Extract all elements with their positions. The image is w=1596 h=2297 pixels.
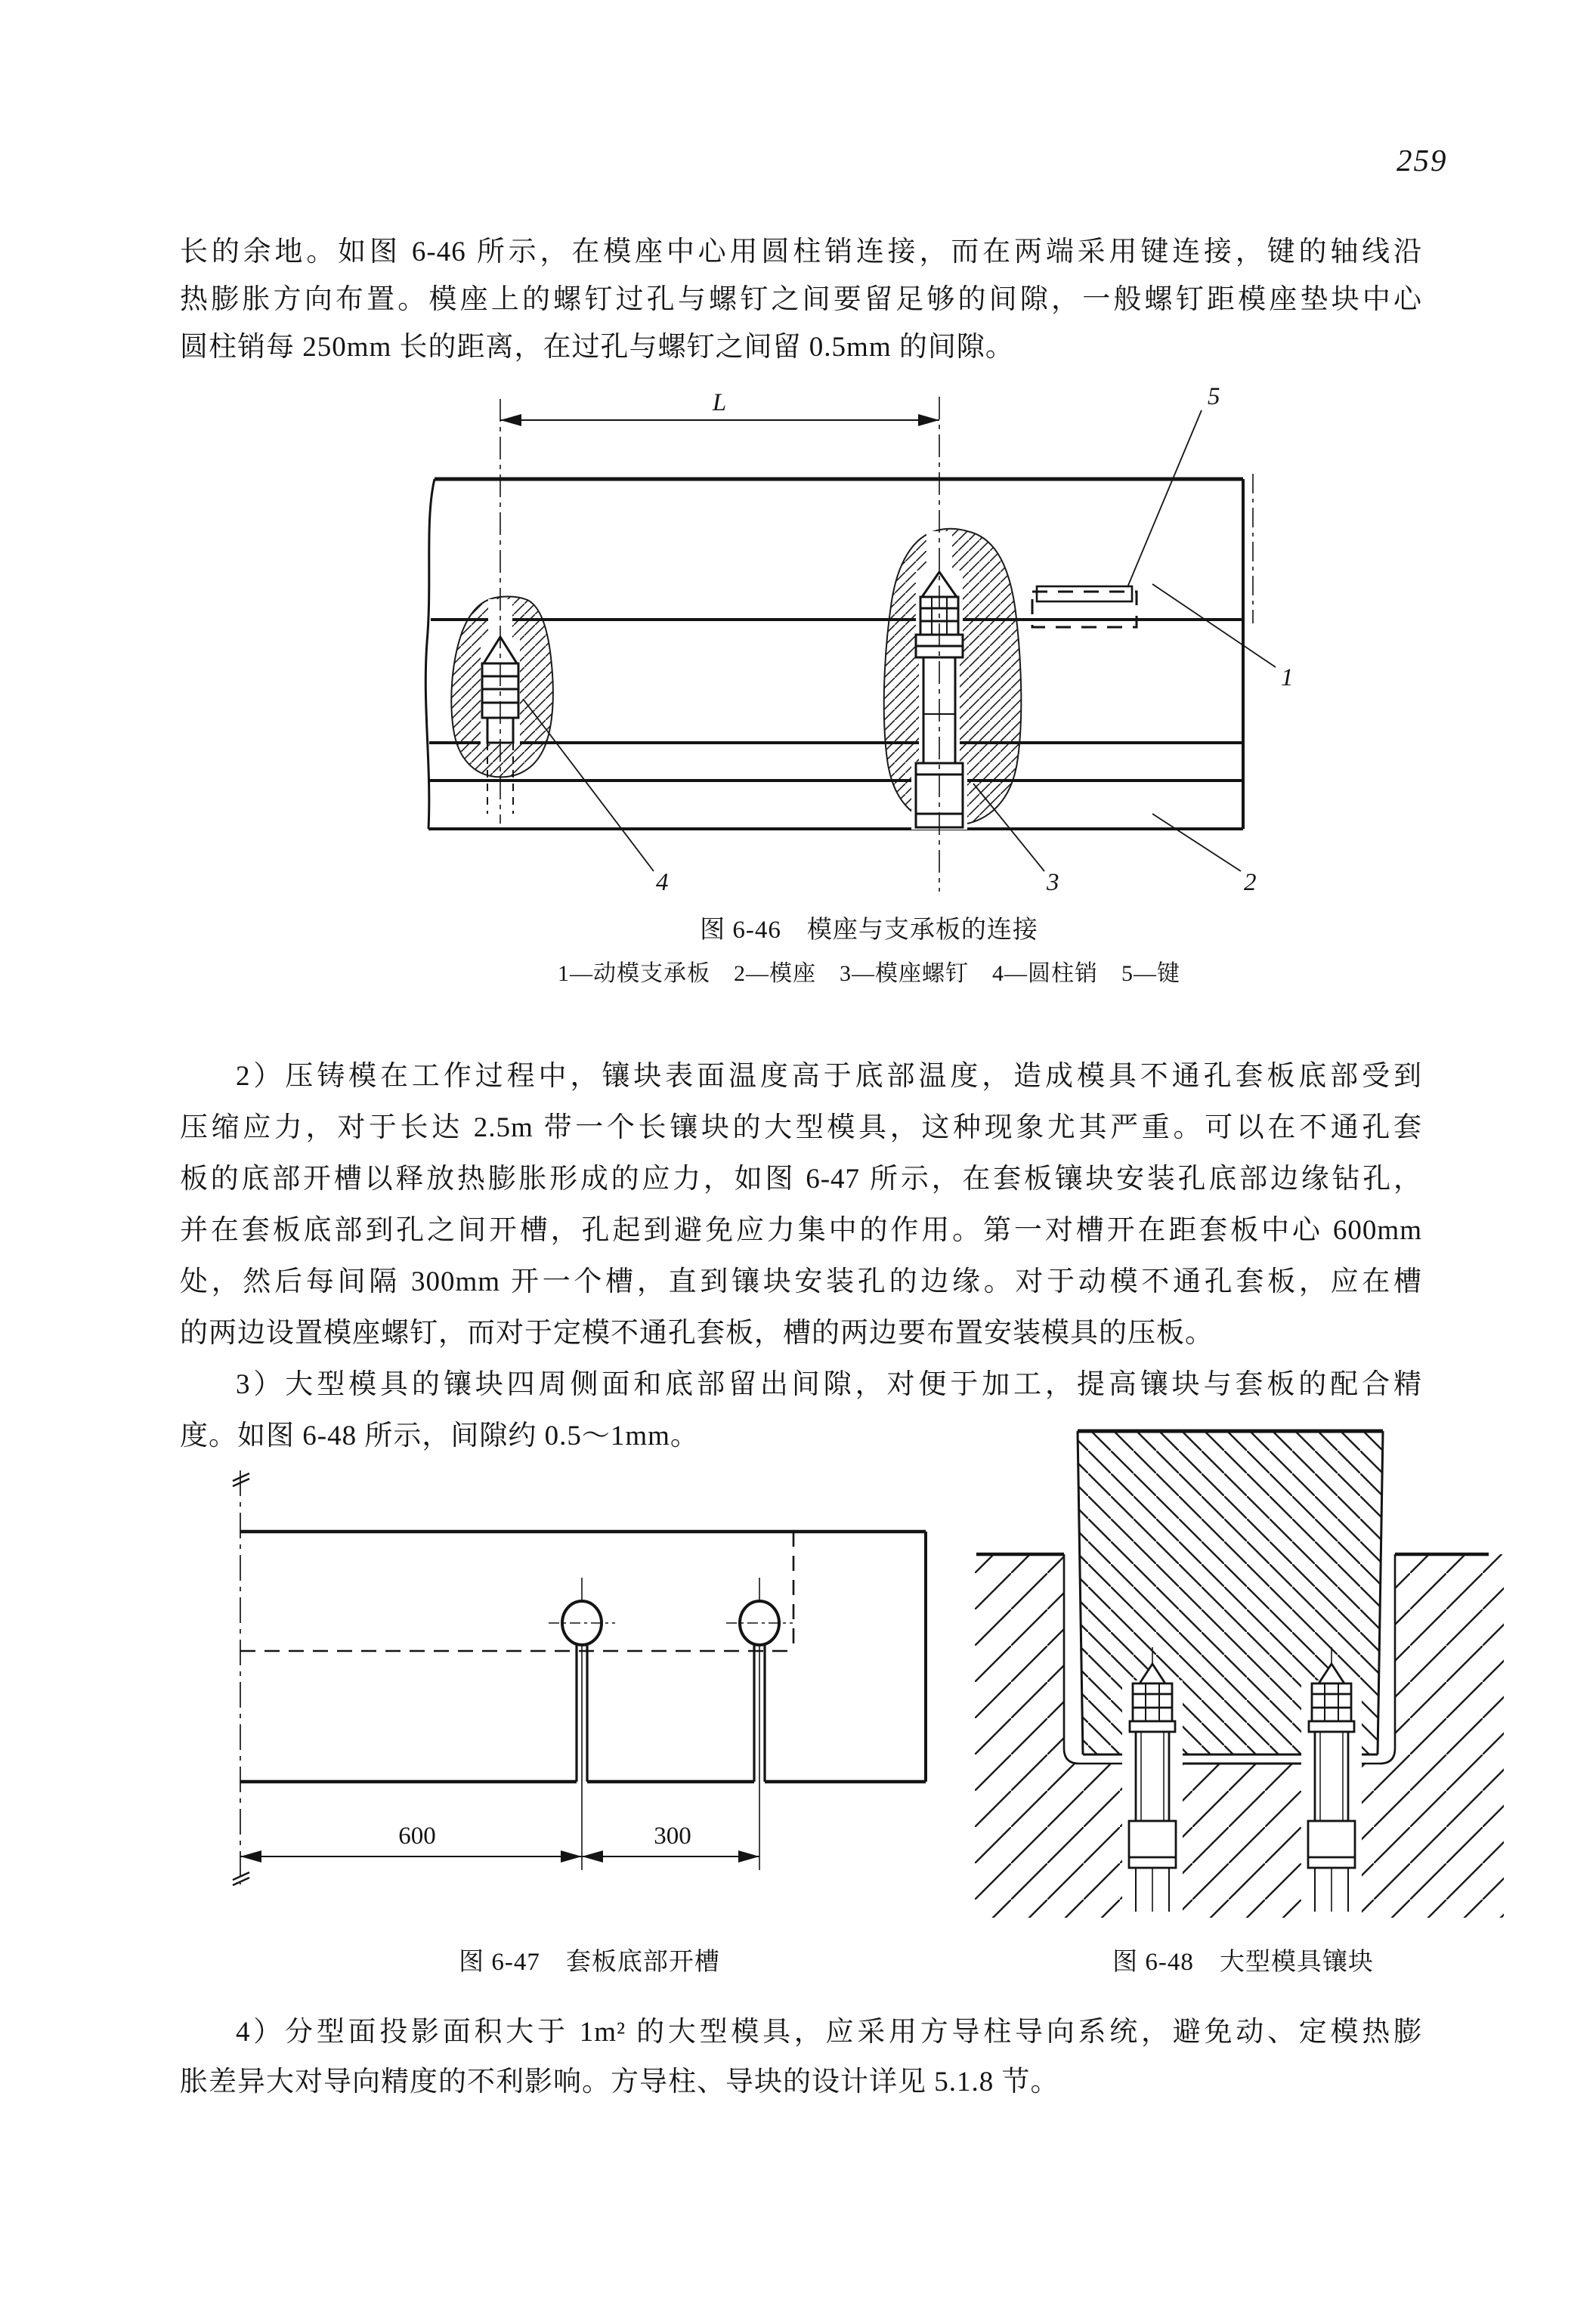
paragraph-line: 胀差异大对导向精度的不利影响。方导柱、导块的设计详见 5.1.8 节。 — [180, 2067, 1059, 2098]
fig646-part-2: 2 — [1244, 869, 1257, 896]
fig647-plate-outline — [240, 1532, 926, 1782]
fig646-centerlines — [500, 397, 939, 892]
paragraph-line: 度。如图 6-48 所示，间隙约 0.5～1mm。 — [180, 1421, 699, 1451]
fig647-slot-1 — [549, 1578, 615, 1870]
fig646-part-4: 4 — [656, 869, 669, 896]
paragraph-line: 长的余地。如图 6-46 所示，在模座中心用圆柱销连接，而在两端采用键连接，键的轴线沿 — [180, 237, 1422, 267]
paragraph-line: 2）压铸模在工作过程中，镶块表面温度高于底部温度，造成模具不通孔套板底部受到 — [236, 1061, 1422, 1092]
figure-6-47 — [219, 1466, 967, 1889]
figure-6-46 — [408, 382, 1375, 903]
figure-6-48 — [975, 1428, 1504, 1919]
figure-6-46-caption: 图 6-46 模座与支承板的连接 — [700, 917, 1038, 944]
page-number: 259 — [1396, 143, 1448, 178]
figure-6-48-caption: 图 6-48 大型模具镶块 — [1112, 1949, 1374, 1976]
paragraph-line: 热膨胀方向布置。模座上的螺钉过孔与螺钉之间要留足够的间隙，一般螺钉距模座垫块中心 — [180, 284, 1422, 315]
paragraph-line: 4）分型面投影面积大于 1m² 的大型模具，应采用方导柱导向系统，避免动、定模热膨 — [236, 2017, 1422, 2048]
paragraph-line: 压缩应力，对于长达 2.5m 带一个长镶块的大型模具，这种现象尤其严重。可以在不通孔套 — [180, 1112, 1422, 1143]
paragraph-line: 并在套板底部到孔之间开槽，孔起到避免应力集中的作用。第一对槽开在距套板中心 600mm — [180, 1215, 1422, 1246]
figure-6-46-legend: 1—动模支承板 2—模座 3—模座螺钉 4—圆柱销 5—键 — [558, 961, 1180, 986]
fig647-dimension-600 — [240, 1822, 582, 1863]
fig647-slot-2 — [726, 1578, 793, 1870]
figure-6-47-caption: 图 6-47 套板底部开槽 — [459, 1949, 720, 1976]
fig646-dimension-L — [500, 389, 939, 426]
fig647-dim-300-label: 300 — [654, 1822, 691, 1850]
paragraph-1 — [180, 228, 1422, 371]
fig648-bolt-2 — [1301, 1647, 1362, 1918]
fig648-bolt-1 — [1122, 1647, 1183, 1918]
fig647-insert-pocket-hidden-line — [240, 1532, 793, 1651]
fig647-dimension-300 — [582, 1822, 759, 1863]
paragraph-line: 板的底部开槽以释放热膨胀形成的应力，如图 6-47 所示，在套板镶块安装孔底部边缘钻孔， — [180, 1164, 1422, 1195]
paragraph-line: 的两边设置模座螺钉，而对于定模不通孔套板，槽的两边要布置安装模具的压板。 — [180, 1318, 1214, 1349]
fig646-label-L: L — [712, 389, 727, 416]
fig647-dim-600-label: 600 — [398, 1822, 436, 1850]
paragraph-line: 圆柱销每 250mm 长的距离，在过孔与螺钉之间留 0.5mm 的间隙。 — [180, 332, 1014, 363]
paragraph-line: 处，然后每间隔 300mm 开一个槽，直到镶块安装孔的边缘。对于动模不通孔套板，应在槽 — [180, 1266, 1422, 1297]
paragraph-4 — [180, 2008, 1422, 2107]
paragraph-line: 3）大型模具的镶块四周侧面和底部留出间隙，对便于加工，提高镶块与套板的配合精 — [236, 1369, 1422, 1400]
fig646-part-1: 1 — [1281, 664, 1294, 691]
fig646-part-3: 3 — [1047, 869, 1059, 896]
fig646-part-5: 5 — [1208, 383, 1220, 410]
paragraph-2 — [180, 1051, 1422, 1359]
